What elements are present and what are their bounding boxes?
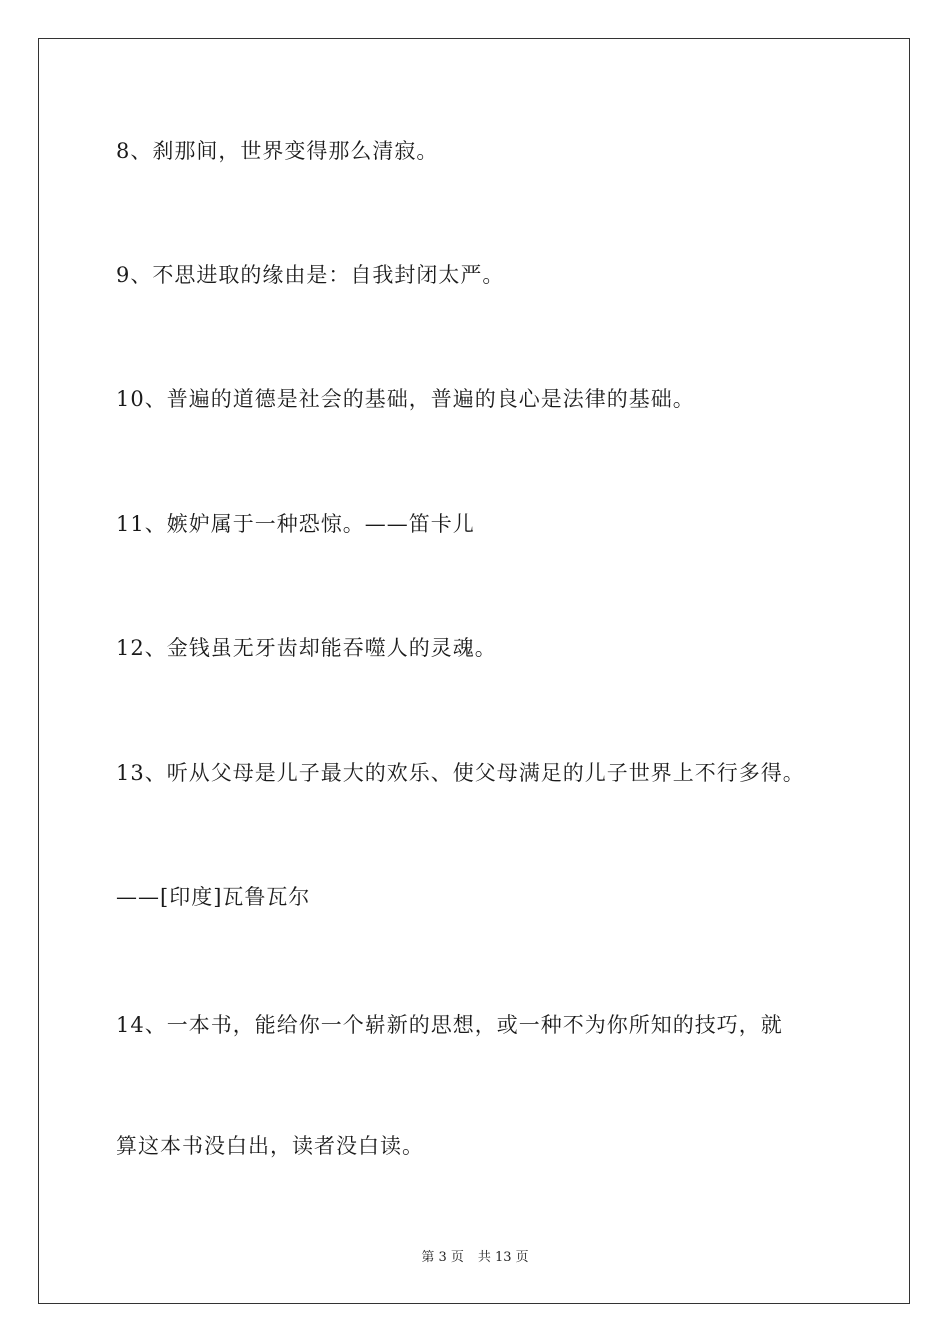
quote-line-14: 14、一本书，能给你一个崭新的思想，或一种不为你所知的技巧，就 [116, 1013, 783, 1037]
quote-line-14-continued: 算这本书没白出，读者没白读。 [116, 1134, 424, 1158]
quote-line-13: 13、听从父母是儿子最大的欢乐、使父母满足的儿子世界上不行多得。 [116, 761, 805, 785]
quote-line-12: 12、金钱虽无牙齿却能吞噬人的灵魂。 [116, 636, 497, 660]
page-footer [0, 1250, 950, 1266]
quote-line-10: 10、普遍的道德是社会的基础，普遍的良心是法律的基础。 [116, 387, 695, 411]
page-border [38, 38, 910, 1304]
quote-line-11: 11、嫉妒属于一种恐惊。——笛卡儿 [116, 512, 475, 536]
quote-line-9: 9、不思进取的缘由是：自我封闭太严。 [116, 263, 505, 287]
quote-attribution-13: ——[印度]瓦鲁瓦尔 [116, 885, 311, 909]
total-pages: 共 13 页 [477, 1250, 529, 1265]
page-number: 第 3 页 [421, 1250, 464, 1265]
quote-line-8: 8、刹那间，世界变得那么清寂。 [116, 139, 439, 163]
